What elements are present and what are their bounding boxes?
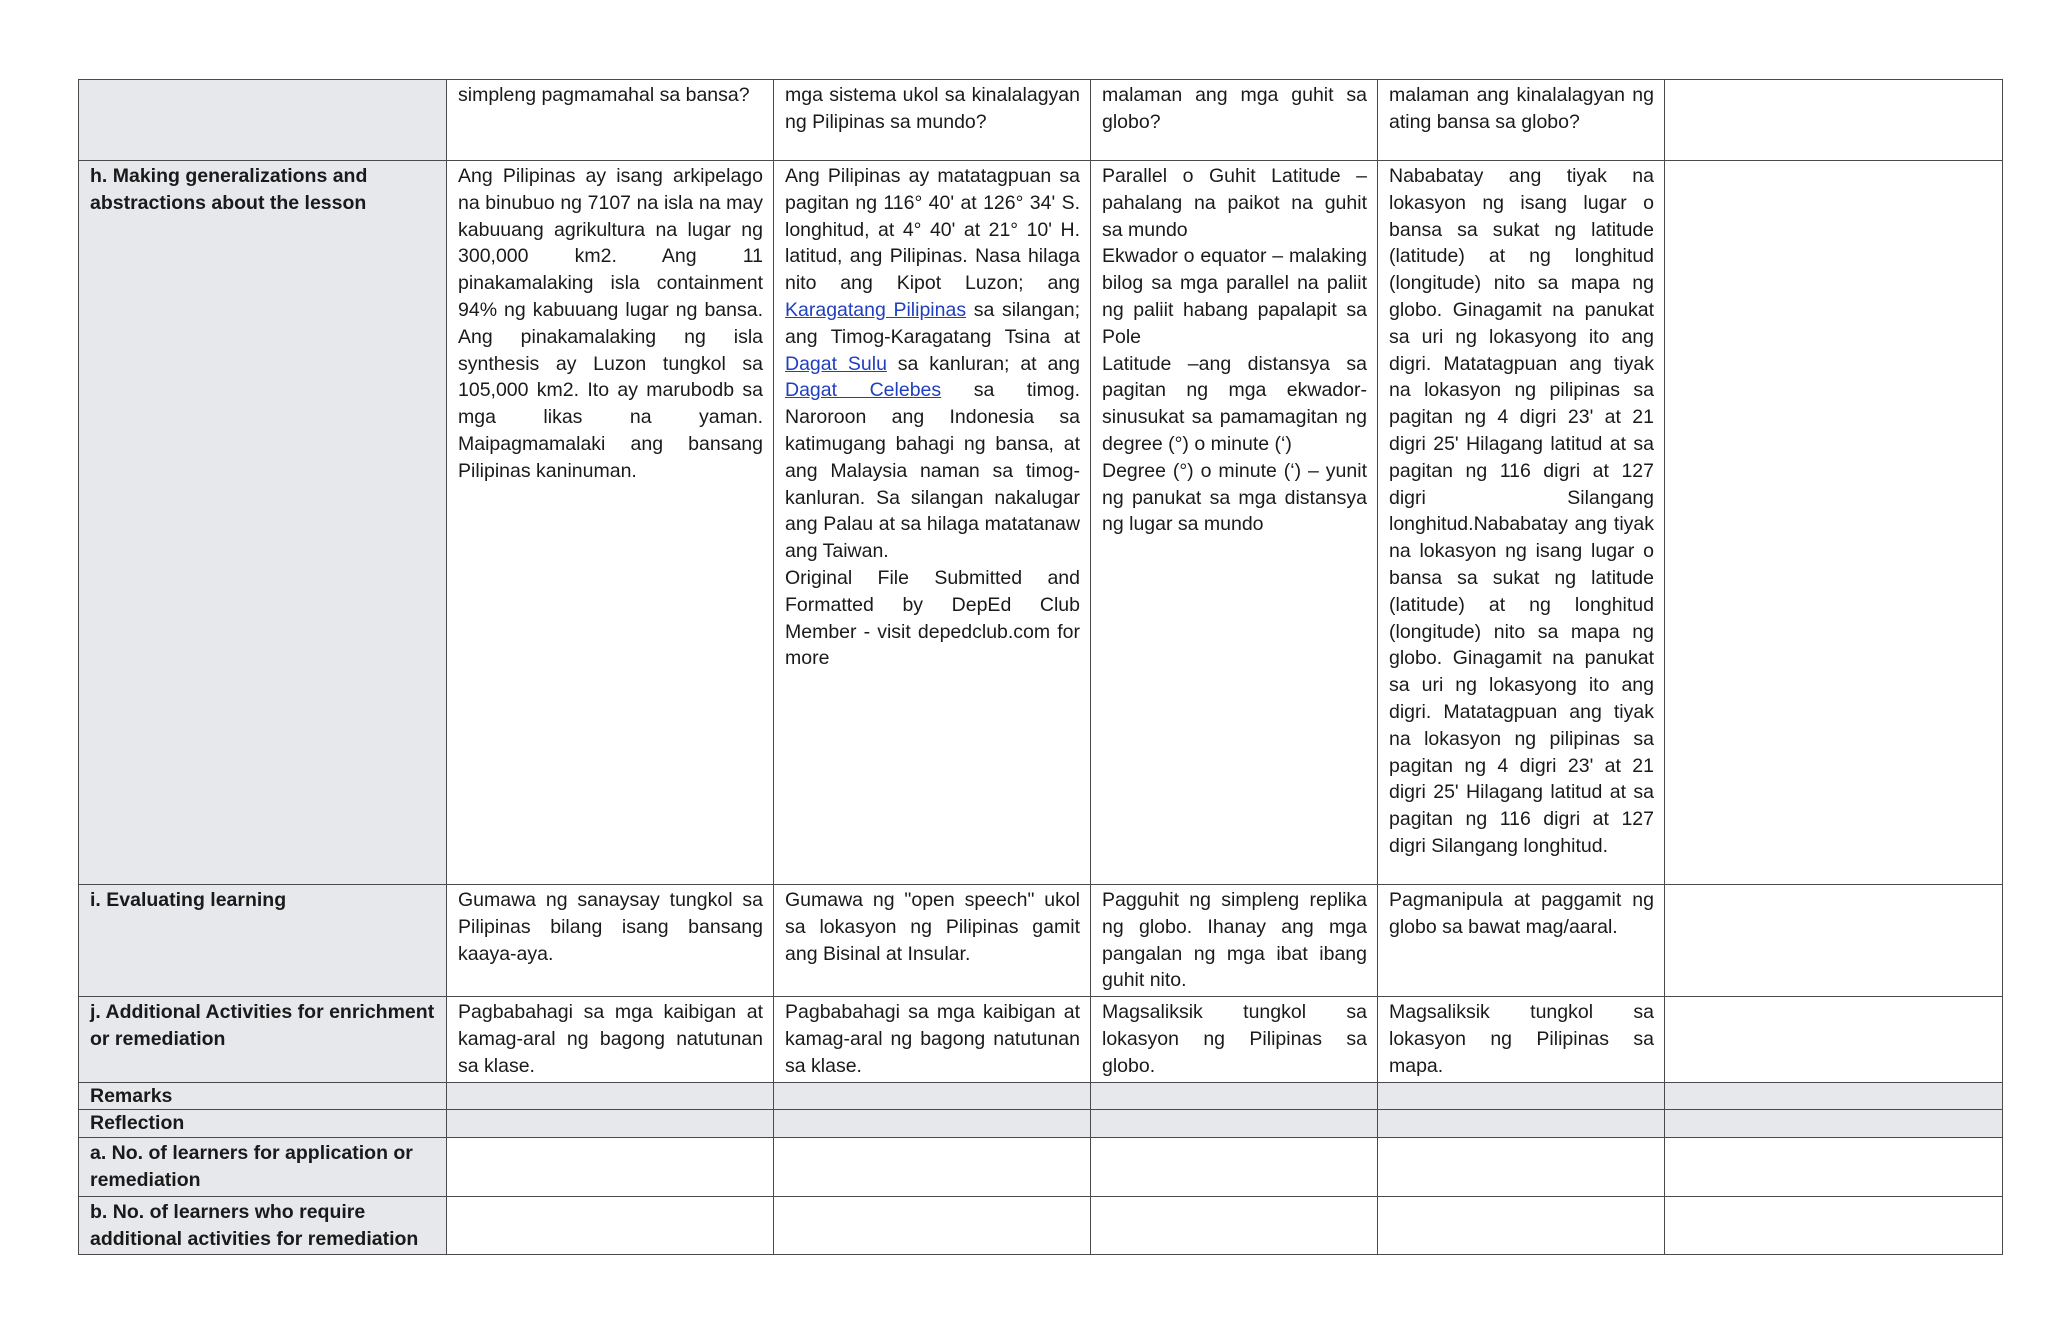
row-label-learners-remediation: b. No. of learners who require additional activities for remediation <box>79 1196 447 1255</box>
cell-day4 <box>1378 1082 1665 1110</box>
cell-day3: Magsaliksik tungkol sa lokasyon ng Pilipinas sa globo. <box>1091 997 1378 1082</box>
cell-day1: simpleng pagmamahal sa bansa? <box>447 80 774 161</box>
cell-day1 <box>447 1196 774 1255</box>
paragraph-location <box>785 163 1080 565</box>
cell-day5 <box>1665 1082 2003 1110</box>
table-row-additional-activities <box>79 997 2003 1082</box>
row-label-additional-activities: j. Additional Activities for enrichment or remediation <box>79 997 447 1082</box>
cell-day5 <box>1665 80 2003 161</box>
cell-day3 <box>1091 161 1378 885</box>
daily-lesson-log-table <box>78 79 2003 1255</box>
cell-day3 <box>1091 1082 1378 1110</box>
cell-day4: Pagmanipula at paggamit ng globo sa bawat mag/aaral. <box>1378 885 1665 997</box>
cell-day5 <box>1665 1196 2003 1255</box>
paragraph-ekwador: Ekwador o equator – malaking bilog sa mga parallel na paliit ng paliit habang papalapit sa Pole <box>1102 245 1367 348</box>
cell-day3 <box>1091 1196 1378 1255</box>
table-row-reflection <box>79 1110 2003 1138</box>
row-label-remarks: Remarks <box>79 1082 447 1110</box>
cell-day1: Ang Pilipinas ay isang arkipelago na binubuo ng 7107 na isla na may kabuuang agrikultura na lugar ng 300,000 km2. Ang 11 pinakamalaking isla containment 94% ng kabuuang lugar ng bansa. Ang pinakamalaking ng isla synthesis ay Luzon tungkol sa 105,000 km2. Ito ay marubodb sa mga likas na yaman. Maipagmamalaki ang bansang Pilipinas kaninuman. <box>447 161 774 885</box>
table-row-remarks <box>79 1082 2003 1110</box>
row-label-generalizations: h. Making generalizations and abstractions about the lesson <box>79 161 447 885</box>
cell-day4: Magsaliksik tungkol sa lokasyon ng Pilipinas sa mapa. <box>1378 997 1665 1082</box>
cell-day4: malaman ang kinalalagyan ng ating bansa sa globo? <box>1378 80 1665 161</box>
paragraph-source-note: Original File Submitted and Formatted by DepEd Club Member - visit depedclub.com for more <box>785 566 1080 670</box>
text-segment: sa timog. Naroroon ang Indonesia sa katimugang bahagi ng bansa, at ang Malaysia naman sa timog-kanluran. Sa silangan nakalugar ang Palau at sa hilaga matatanaw ang Taiwan. <box>785 379 1080 563</box>
text-segment: sa silangan; ang Timog-Karagatang Tsina at <box>785 298 1080 348</box>
cell-day2 <box>774 1196 1091 1255</box>
cell-day2 <box>774 1082 1091 1110</box>
cell-day4 <box>1378 1110 1665 1138</box>
text-segment: sa kanluran; at ang <box>886 352 1080 375</box>
paragraph-degree: Degree (°) o minute (‘) – yunit ng panukat sa mga distansya ng lugar sa mundo <box>1102 459 1367 536</box>
cell-day1: Gumawa ng sanaysay tungkol sa Pilipinas bilang isang bansang kaaya-aya. <box>447 885 774 997</box>
cell-day2 <box>774 1138 1091 1197</box>
cell-day1: Pagbabahagi sa mga kaibigan at kamag-aral ng bagong natutunan sa klase. <box>447 997 774 1082</box>
cell-day2: Gumawa ng "open speech" ukol sa lokasyon ng Pilipinas gamit ang Bisinal at Insular. <box>774 885 1091 997</box>
row-label-reflection: Reflection <box>79 1110 447 1138</box>
table-row-evaluating <box>79 885 2003 997</box>
cell-day1 <box>447 1110 774 1138</box>
cell-day1 <box>447 1138 774 1197</box>
cell-day2 <box>774 1110 1091 1138</box>
cell-day4 <box>1378 1138 1665 1197</box>
cell-day2 <box>774 161 1091 885</box>
cell-day2: Pagbabahagi sa mga kaibigan at kamag-aral ng bagong natutunan sa klase. <box>774 997 1091 1082</box>
cell-day3: Pagguhit ng simpleng replika ng globo. Ihanay ang mga pangalan ng mga ibat ibang guhit nito. <box>1091 885 1378 997</box>
cell-day5 <box>1665 1138 2003 1197</box>
cell-day4 <box>1378 1196 1665 1255</box>
paragraph-parallel: Parallel o Guhit Latitude – pahalang na paikot na guhit sa mundo <box>1102 165 1367 241</box>
cell-day1 <box>447 1082 774 1110</box>
row-label-cell <box>79 80 447 161</box>
cell-day3 <box>1091 1110 1378 1138</box>
cell-day5 <box>1665 161 2003 885</box>
table-row-learners-remediation <box>79 1196 2003 1255</box>
cell-day3: malaman ang mga guhit sa globo? <box>1091 80 1378 161</box>
link-dagat-celebes[interactable]: Dagat Celebes <box>785 379 942 402</box>
cell-day5 <box>1665 997 2003 1082</box>
table-row-generalizations <box>79 161 2003 885</box>
link-karagatang-pilipinas[interactable]: Karagatang Pilipinas <box>785 298 967 321</box>
text-segment: Ang Pilipinas ay matatagpuan sa pagitan ng 116° 40' at 126° 34' S. longhitud, at 4° 40' at 21° 10' H. latitud, ang Pilipinas. Nasa hilaga nito ang Kipot Luzon; ang <box>785 165 1080 295</box>
cell-day3 <box>1091 1138 1378 1197</box>
table-row-learners-application <box>79 1138 2003 1197</box>
row-label-evaluating: i. Evaluating learning <box>79 885 447 997</box>
table-row-guide-questions <box>79 80 2003 161</box>
row-label-learners-application: a. No. of learners for application or remediation <box>79 1138 447 1197</box>
cell-day4: Nababatay ang tiyak na lokasyon ng isang lugar o bansa sa sukat ng latitude (latitude) at ng longhitud (longitude) nito sa mapa ng globo. Ginagamit na panukat sa uri ng lokasyong ito ang digri. Matatagpuan ang tiyak na lokasyon ng pilipinas sa pagitan ng 4 digri 23' at 21 digri 25' Hilagang latitud at sa pagitan ng 116 digri at 127 digri Silangang longhitud.Nababatay ang tiyak na lokasyon ng isang lugar o bansa sa sukat ng latitude (latitude) at ng longhitud (longitude) nito sa mapa ng globo. Ginagamit na panukat sa uri ng lokasyong ito ang digri. Matatagpuan ang tiyak na lokasyon ng pilipinas sa pagitan ng 4 digri 23' at 21 digri 25' Hilagang latitud at sa pagitan ng 116 digri at 127 digri Silangang longhitud. <box>1378 161 1665 885</box>
cell-day2: mga sistema ukol sa kinalalagyan ng Pilipinas sa mundo? <box>774 80 1091 161</box>
paragraph-latitude: Latitude –ang distansya sa pagitan ng mga ekwador-sinusukat sa pamamagitan ng degree (°) o minute (‘) <box>1102 352 1367 455</box>
cell-day5 <box>1665 1110 2003 1138</box>
cell-day5 <box>1665 885 2003 997</box>
link-dagat-sulu[interactable]: Dagat Sulu <box>785 352 887 375</box>
